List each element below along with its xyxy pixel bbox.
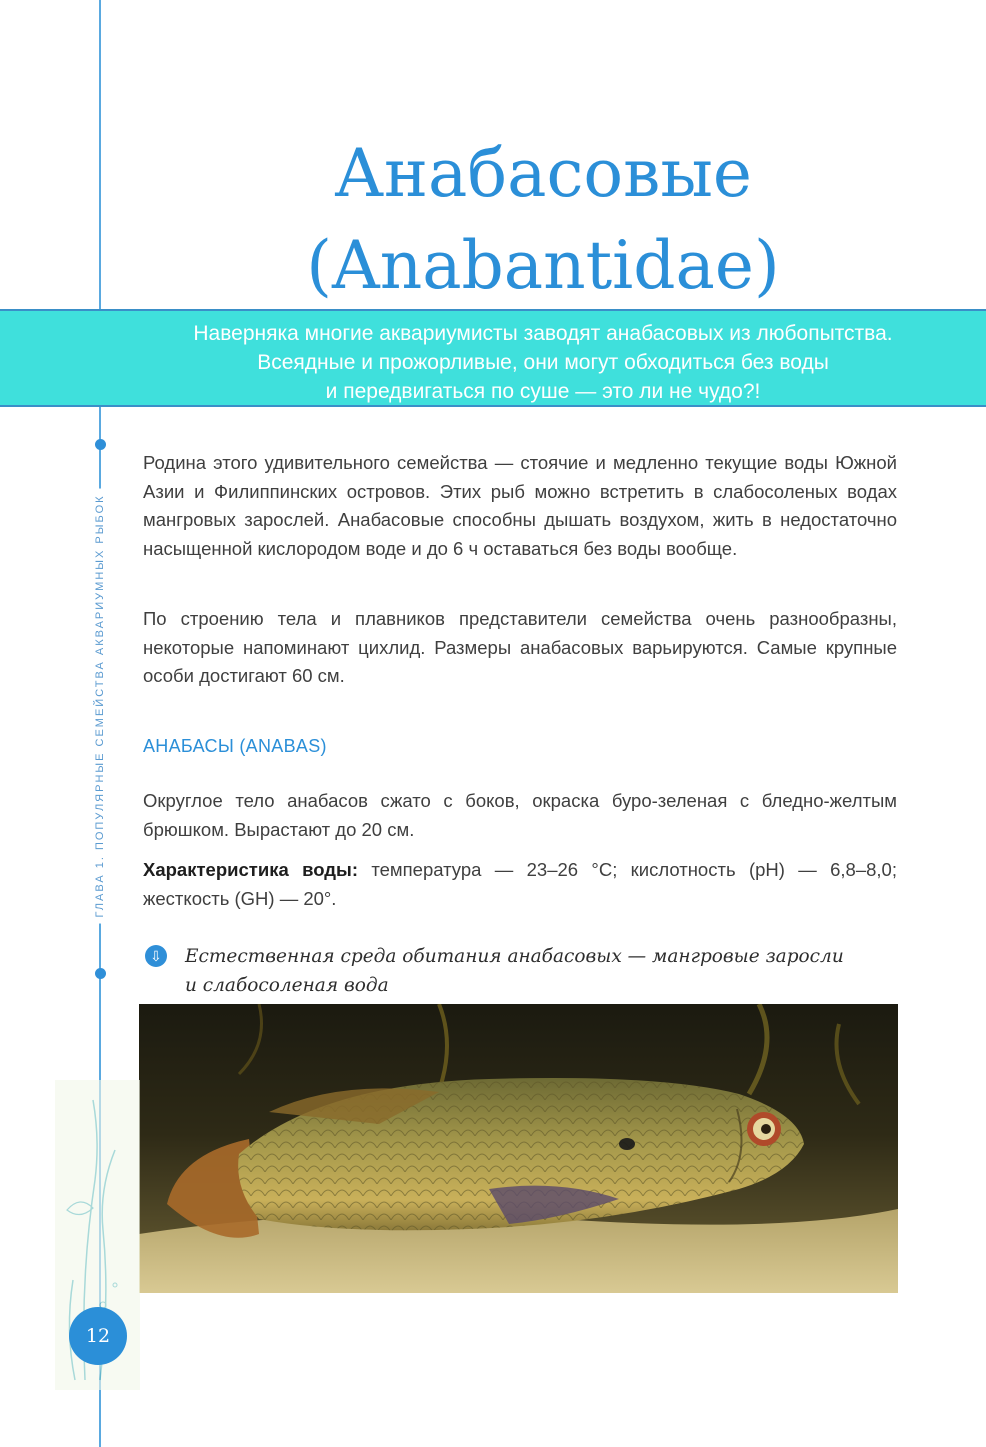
intro-banner — [0, 309, 986, 407]
margin-dot-bottom — [95, 968, 106, 979]
caption-line-1: Естественная среда обитания анабасовых — мангровые заросли — [185, 946, 844, 967]
section-heading: АНАБАСЫ (ANABAS) — [143, 736, 327, 756]
section-description: Округлое тело анабасов сжато с боков, окраска буро-зеленая с бледно-желтым брюшком. Вырастают до 20 см. — [143, 790, 897, 840]
intro-line-3: и передвигаться по суше — это ли не чудо?! — [325, 380, 761, 403]
fish-photo — [139, 1004, 898, 1293]
water-label: Характеристика воды: — [143, 859, 359, 880]
title-line-2: (Anabantidae) — [306, 227, 780, 304]
page-number: 12 — [69, 1307, 127, 1365]
arrow-down-icon: ⇩ — [145, 945, 167, 967]
intro-line-2: Всеядные и прожорливые, они могут обходиться без воды — [257, 351, 829, 374]
intro-text — [100, 319, 986, 406]
intro-line-1: Наверняка многие аквариумисты заводят анабасовых из любопытства. — [193, 322, 893, 345]
chapter-side-label: ГЛАВА 1. ПОПУЛЯРНЫЕ СЕМЕЙСТВА АКВАРИУМНЫХ РЫБОК — [94, 488, 106, 923]
paragraph-2: По строению тела и плавников представители семейства очень разнообразны, некоторые напоминают цихлид. Размеры анабасовых варьируются. Самые крупные особи достигают 60 см. — [143, 608, 897, 686]
caption-line-2: и слабосоленая вода — [185, 975, 389, 996]
title-line-1: Анабасовые — [334, 135, 752, 212]
water-values: температура — 23–26 °С; кислотность (pH) — 6,8–8,0; жесткость (GH) — 20°. — [143, 859, 897, 909]
photo-caption — [185, 942, 865, 1000]
page-title — [100, 128, 986, 312]
margin-dot-top — [95, 439, 106, 450]
paragraph-1: Родина этого удивительного семейства — стоячие и медленно текущие воды Южной Азии и Филиппинских островов. Этих рыб можно встретить в слабосоленых водах мангровых зарослей. Анабасовые способны дышать воздухом, жить в недостаточно насыщенной кислородом воде и до 6 ч оставаться без воды вообще. — [143, 452, 897, 559]
water-characteristics — [143, 856, 897, 913]
